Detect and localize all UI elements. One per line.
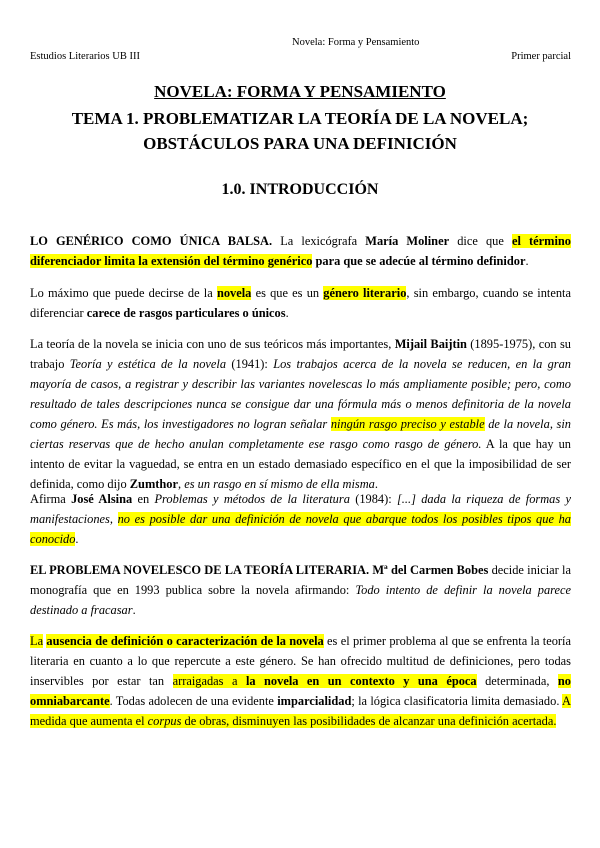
text: (1895-1975), con su trabajo	[30, 337, 571, 371]
quote: Los trabajos acerca de la novela se reducen, en la gran mayoría de casos, a registrar y describir las variantes novelescas lo más ampliamente posible; pero, como resultado de tales descripciones nunca se consigue dar una fórmula más o menos definitoria de la novela como género. Es más, los investigadores no logran señalar	[30, 357, 572, 431]
text: .	[75, 532, 79, 546]
highlight: .	[553, 714, 557, 728]
highlight: A medida que aumenta el	[30, 694, 571, 728]
highlight: el término diferenciador limita la extensión del término genérico	[30, 234, 572, 268]
section-heading: 1.0. INTRODUCCIÓN	[221, 181, 379, 198]
bold-text: imparcialidad	[277, 694, 352, 708]
text: La teoría de la novela se inicia con uno de sus teóricos más importantes,	[30, 337, 395, 351]
theme-title-line-1: TEMA 1. PROBLEMATIZAR LA TEORÍA DE LA NOVELA;	[71, 109, 529, 128]
header-left: Estudios Literarios UB III	[30, 51, 140, 62]
highlight: corpus	[147, 714, 182, 728]
author-name: Mijail Baijtin	[394, 337, 467, 351]
work-title: Teoría y estética de la novela	[69, 357, 227, 371]
highlight: género literario	[323, 286, 407, 300]
highlight: ausencia de definición o caracterización de la novela	[46, 634, 324, 648]
bold-text: para que se adecúe al término definidor	[312, 254, 526, 268]
theme-title-line-2: OBSTÁCULOS PARA UNA DEFINICIÓN	[143, 134, 457, 153]
paragraph-novela	[30, 283, 571, 323]
text: ; la lógica clasificatoria limita demasiado.	[351, 694, 563, 708]
paragraph-lead: LO GENÉRICO COMO ÚNICA BALSA.	[30, 234, 273, 248]
paragraph-bobes	[30, 560, 571, 620]
text: es que es un	[251, 286, 324, 300]
header-center: Novela: Forma y Pensamiento	[292, 37, 420, 48]
bold-text: carece de rasgos particulares o únicos	[86, 306, 286, 320]
highlight: arraigadas a	[172, 674, 246, 688]
text: .	[132, 603, 136, 617]
text: .	[374, 477, 378, 491]
document-title: NOVELA: FORMA Y PENSAMIENTO	[154, 82, 446, 101]
header-right: Primer parcial	[511, 51, 571, 62]
paragraph-alsina	[30, 489, 571, 549]
work-title: Problemas y métodos de la literatura	[154, 492, 350, 506]
text: es el primer problema al que se enfrenta la teoría literaria en cuanto a lo que repercute a este género. Se han ofrecido multitud de definiciones, pero todas inservibles por estar tan	[30, 634, 571, 688]
highlight: la novela en un contexto y una época	[245, 674, 477, 688]
text: determinada,	[476, 674, 558, 688]
quote: [...] dada la riqueza de formas y manifestaciones,	[30, 492, 571, 526]
paragraph-lead: EL PROBLEMA NOVELESCO DE LA TEORÍA LITERARIA.	[30, 563, 370, 577]
text: en	[132, 492, 155, 506]
highlight: no es posible dar una definición de novela que abarque todos los posibles tipos que ha conocido	[30, 512, 571, 546]
author-name: María Moliner	[365, 234, 450, 248]
author-name: Zumthor	[129, 477, 178, 491]
text: , sin embargo, cuando se intenta diferenciar	[30, 286, 571, 320]
quote: Todo intento de definir la novela parece destinado a fracasar	[30, 583, 571, 617]
text: .	[525, 254, 529, 268]
text: decide iniciar la monografía que en 1993 publica sobre la novela afirmando:	[30, 563, 571, 597]
author-name: José Alsina	[71, 492, 133, 506]
quote: es un rasgo en sí mismo de ella misma	[184, 477, 375, 491]
text: dice que	[449, 234, 512, 248]
text: La lexicógrafa	[272, 234, 366, 248]
text: ,	[178, 477, 185, 491]
highlight: novela	[216, 286, 252, 300]
text: (1941):	[226, 357, 274, 371]
paragraph-baijtin	[30, 334, 571, 494]
highlight: no omniabarcante	[30, 674, 571, 708]
text: Afirma	[30, 492, 72, 506]
highlight: ningún rasgo preciso y estable	[330, 417, 485, 431]
highlight: La	[30, 634, 44, 648]
author-name: Mª del Carmen Bobes	[372, 563, 489, 577]
highlight: de obras, disminuyen las posibilidades de alcanzar una definición acertada	[181, 714, 554, 728]
text: A la que hay un intento de evitar la vaguedad, se entra en un estado demasiado específico en el que la imposibilidad de ser definida, como dijo	[30, 437, 571, 491]
text: . Todas adolecen de una evidente	[109, 694, 278, 708]
text: .	[285, 306, 289, 320]
paragraph-generic	[30, 231, 571, 271]
quote: de la novela, sin ciertas reservas que de hecho anulan completamente ese rasgo como rasgo de género.	[30, 417, 572, 451]
text: Lo máximo que puede decirse de la	[30, 286, 217, 300]
paragraph-ausencia	[30, 631, 571, 731]
text: (1984):	[349, 492, 397, 506]
